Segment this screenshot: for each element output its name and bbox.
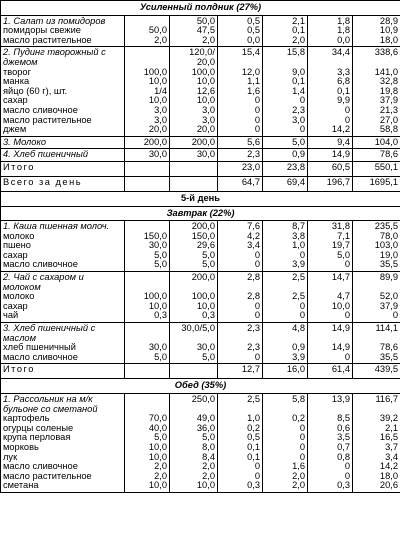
value-cell: 5,0 [263, 136, 308, 149]
value-cell: 15,8 9,0 0,1 1,4 0 2,3 3,0 0 [263, 47, 308, 136]
value-cell: 7,6 4,2 3,4 0 0 [218, 221, 263, 272]
value-cell: 2,3 2,3 0 [218, 323, 263, 364]
total-row [1, 364, 400, 379]
meal-title: Обед (35%) [1, 379, 400, 394]
total-value: 550,1 [353, 161, 400, 176]
empty-cell [125, 364, 170, 379]
value-cell: 2,1 0,1 2,0 [263, 15, 308, 47]
dish-title: 4. Хлеб пшеничный [3, 149, 88, 160]
dish-title: 1. Каша пшенная молоч. [3, 221, 110, 232]
value-cell: 114,1 78,6 35,5 [353, 323, 400, 364]
value-cell: 5,8 0,2 0 0 0 0 1,6 2,0 2,0 [263, 394, 308, 493]
value-cell: 338,6 141,0 32,8 19,8 37,9 21,3 27,0 58,8 [353, 47, 400, 136]
value-cell: 30,0 [170, 149, 218, 162]
total-row [1, 176, 400, 191]
value-cell: 104,0 [353, 136, 400, 149]
value-cell: 89,9 52,0 37,9 0 [353, 272, 400, 323]
meal-header-row [1, 206, 400, 221]
total-label: Всего за день [1, 176, 125, 191]
value-cell: 250,0 49,0 36,0 5,0 8,0 8,4 2,0 2,0 10,0 [170, 394, 218, 493]
total-value: 12,7 [218, 364, 263, 379]
value-cell: 14,9 14,9 0 [308, 323, 353, 364]
dish-cell [1, 323, 125, 364]
total-value: 1695,1 [353, 176, 400, 191]
dish-row [1, 15, 400, 47]
total-label: Итого [1, 161, 125, 176]
ingredient-name: сахар [3, 300, 28, 311]
value-cell: 100,0 10,0 0,3 [125, 272, 170, 323]
value-cell: 70,0 40,0 5,0 10,0 10,0 2,0 2,0 10,0 [125, 394, 170, 493]
value-cell: 50,0 2,0 [125, 15, 170, 47]
total-value: 60,5 [308, 161, 353, 176]
ingredient-name: масло сливочное [3, 461, 78, 472]
value-cell: 200,0 [170, 136, 218, 149]
total-value: 439,5 [353, 364, 400, 379]
value-cell: 100,0 10,0 1/4 10,0 3,0 3,0 20,0 [125, 47, 170, 136]
ingredient-name: джем [3, 124, 27, 135]
dish-title: 3. Хлеб пшеничный с маслом [3, 323, 96, 343]
value-cell: 200,0 100,0 10,0 0,3 [170, 272, 218, 323]
dish-title: 1. Салат из помидоров [3, 15, 106, 26]
value-cell: 0,9 [263, 149, 308, 162]
day-title: 5-й день [1, 191, 400, 206]
dish-cell [1, 149, 125, 162]
total-value: 64,7 [218, 176, 263, 191]
value-cell: 30,0/5,0 30,0 5,0 [170, 323, 218, 364]
total-value: 23,8 [263, 161, 308, 176]
dish-row [1, 221, 400, 272]
value-cell: 14,9 [308, 149, 353, 162]
value-cell: 34,4 3,3 6,8 0,1 9,9 0 0 14,2 [308, 47, 353, 136]
value-cell: 2,5 1,0 0,2 0,5 0,1 0,1 0 0 0,3 [218, 394, 263, 493]
meal-title: Усиленный полдник (27%) [1, 1, 400, 16]
dish-cell [1, 47, 125, 136]
ingredient-name: масло растительное [3, 470, 92, 481]
value-cell: 2,5 2,5 0 0 [263, 272, 308, 323]
empty-cell [170, 161, 218, 176]
total-value: 61,4 [308, 364, 353, 379]
value-cell: 31,8 7,1 19,7 5,0 0 [308, 221, 353, 272]
dish-cell [1, 136, 125, 149]
ingredient-name: масло сливочное [3, 351, 78, 362]
ingredient-name: масло сливочное [3, 104, 78, 115]
dish-row [1, 272, 400, 323]
ingredient-name: сахар [3, 249, 28, 260]
ingredient-name: огурцы соленые [3, 422, 74, 433]
ingredient-name: молоко [3, 291, 35, 302]
dish-title: 1. Рассольник на м/к бульоне со сметаной [3, 394, 98, 414]
meal-header-row [1, 1, 400, 16]
ingredient-name: лук [3, 451, 18, 462]
value-cell: 13,9 8,5 0,6 3,5 0,7 0,8 0 0 0,3 [308, 394, 353, 493]
value-cell: 14,7 4,7 10,0 0 [308, 272, 353, 323]
value-cell: 30,0 5,0 [125, 323, 170, 364]
total-value: 16,0 [263, 364, 308, 379]
ingredient-name: яйцо (60 г), шт. [3, 85, 68, 96]
ingredient-name: масло растительное [3, 114, 92, 125]
value-cell: 200,0 150,0 29,6 5,0 5,0 [170, 221, 218, 272]
empty-cell [125, 161, 170, 176]
value-cell: 2,3 [218, 149, 263, 162]
dish-row [1, 47, 400, 136]
ingredient-name: морковь [3, 441, 39, 452]
day-row [1, 191, 400, 206]
value-cell: 50,0 47,5 2,0 [170, 15, 218, 47]
value-cell: 30,0 [125, 149, 170, 162]
dish-title: 3. Молоко [3, 136, 47, 147]
value-cell: 150,0 30,0 5,0 5,0 [125, 221, 170, 272]
total-label: Итого [1, 364, 125, 379]
ingredient-name: творог [3, 66, 31, 77]
value-cell: 28,9 10,9 18,0 [353, 15, 400, 47]
dish-cell [1, 15, 125, 47]
dish-row [1, 323, 400, 364]
dish-row [1, 136, 400, 149]
meal-header-row [1, 379, 400, 394]
total-value: 69,4 [263, 176, 308, 191]
total-row [1, 161, 400, 176]
dish-cell [1, 272, 125, 323]
ingredient-name: хлеб пшеничный [3, 342, 76, 353]
value-cell: 200,0 [125, 136, 170, 149]
dish-row [1, 149, 400, 162]
value-cell: 120,0/ 20,0 100,0 10,0 12,6 10,0 3,0 3,0 20,0 [170, 47, 218, 136]
ingredient-name: сахар [3, 95, 28, 106]
ingredient-name: масло растительное [3, 34, 92, 45]
ingredient-name: помидоры свежие [3, 25, 81, 36]
value-cell: 15,4 12,0 1,1 1,6 0 0 0 0 [218, 47, 263, 136]
ingredient-name: пшено [3, 240, 31, 251]
dish-title: 2. Пудинг творожный с джемом [3, 47, 106, 67]
ingredient-name: молоко [3, 230, 35, 241]
ingredient-name: сметана [3, 480, 39, 491]
value-cell: 1,8 1,8 0,0 [308, 15, 353, 47]
value-cell: 78,6 [353, 149, 400, 162]
total-value: 196,7 [308, 176, 353, 191]
meal-title: Завтрак (22%) [1, 206, 400, 221]
dish-cell [1, 221, 125, 272]
ingredient-name: картофель [3, 413, 50, 424]
value-cell: 0,5 0,5 0,0 [218, 15, 263, 47]
value-cell: 4,8 0,9 3,9 [263, 323, 308, 364]
dish-row [1, 394, 400, 493]
empty-cell [125, 176, 170, 191]
value-cell: 2,8 2,8 0 0 [218, 272, 263, 323]
total-value: 23,0 [218, 161, 263, 176]
ingredient-name: манка [3, 76, 30, 87]
ingredient-name: крупа перловая [3, 432, 71, 443]
value-cell: 235,5 78,0 103,0 19,0 35,5 [353, 221, 400, 272]
ingredient-name: чай [3, 310, 19, 321]
value-cell: 9,4 [308, 136, 353, 149]
ingredient-name: масло сливочное [3, 259, 78, 270]
empty-cell [170, 176, 218, 191]
dish-title: 2. Чай с сахаром и молоком [3, 272, 84, 292]
dish-cell [1, 394, 125, 493]
value-cell: 5,6 [218, 136, 263, 149]
value-cell: 116,7 39,2 2,1 16,5 3,7 3,4 14,2 18,0 20,6 [353, 394, 400, 493]
value-cell: 8,7 3,8 1,0 0 3,9 [263, 221, 308, 272]
empty-cell [170, 364, 218, 379]
